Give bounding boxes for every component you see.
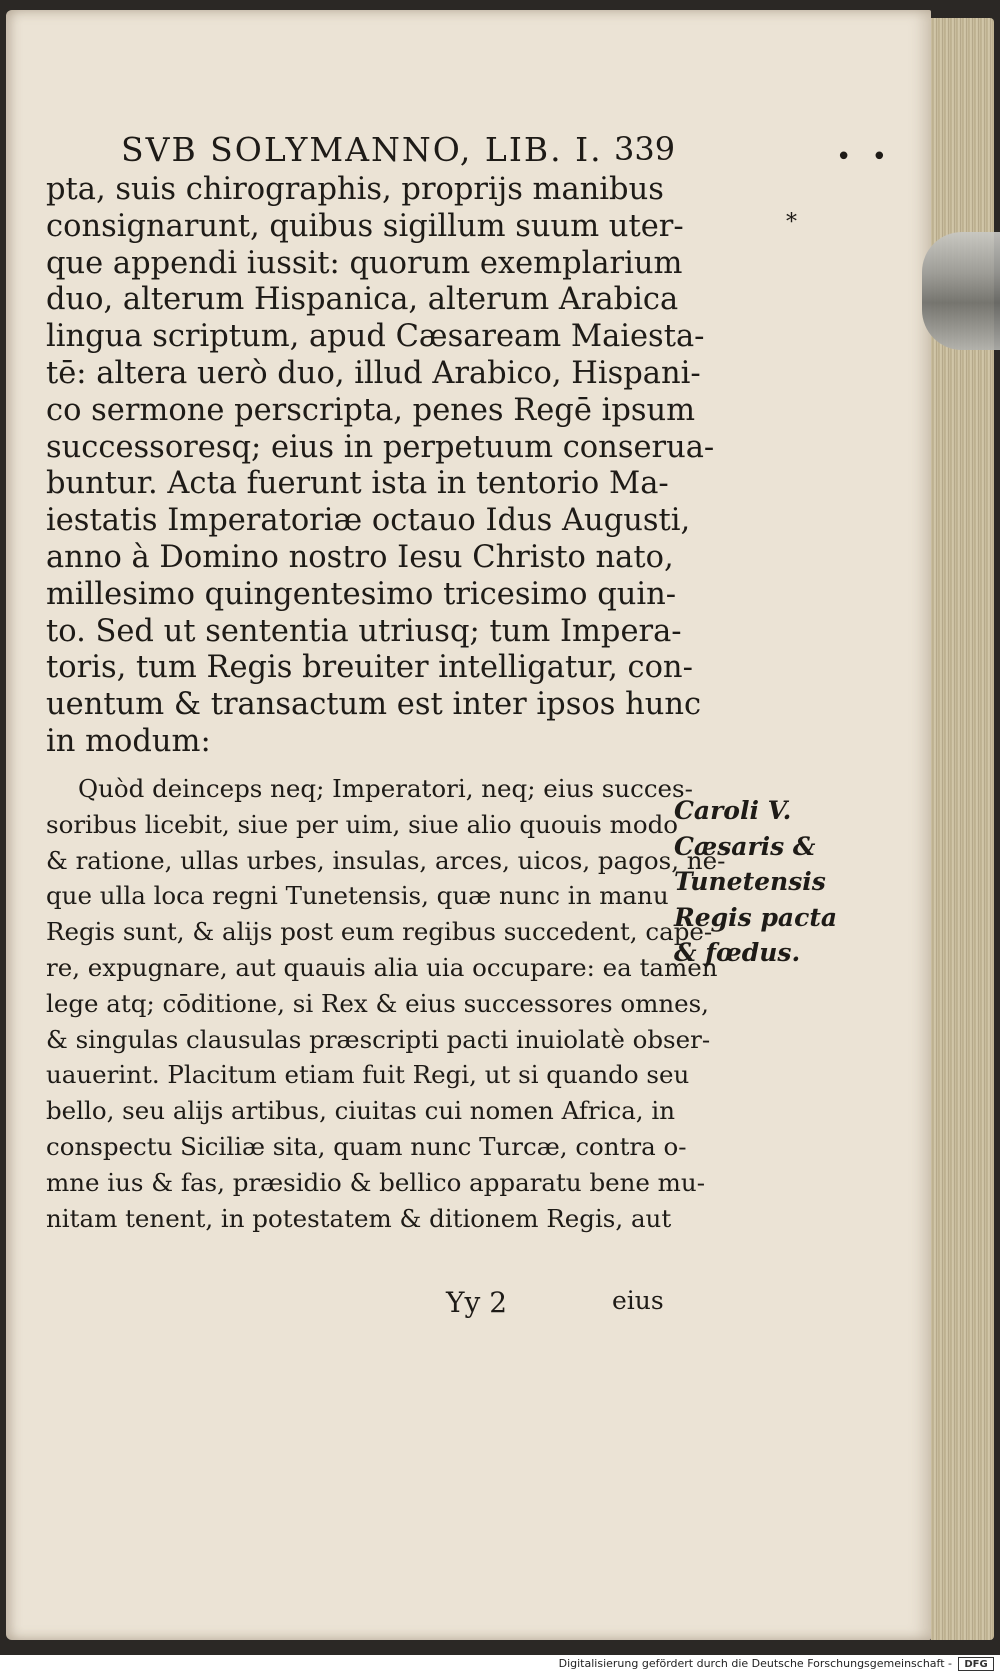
main-text-line: iestatis Imperatoriæ octauo Idus Augusti, [46,503,691,539]
decree-text-line: & singulas clausulas præscripti pacti inuiolatè obser- [46,1024,711,1054]
signature-mark: Yy 2 [446,1286,508,1319]
marginal-note-line: Tunetensis [674,867,826,896]
decree-text-line: que ulla loca regni Tunetensis, quæ nunc in manu [46,881,669,911]
main-text-line: uentum & transactum est inter ipsos hunc [46,687,702,723]
decree-text-line: soribus licebit, siue per uim, siue alio quouis modo [46,809,678,839]
catchword: eius [612,1286,664,1315]
footer-credit: Digitalisierung gefördert durch die Deutsche Forschungsgemeinschaft - [558,1657,952,1670]
decree-text-line: uauerint. Placitum etiam fuit Regi, ut si quando seu [46,1060,690,1090]
marginal-note-line: Cæsaris & [674,831,816,861]
marginal-note-line: Regis pacta [674,902,838,932]
dfg-logo: DFG [958,1657,994,1671]
main-text-line: anno à Domino nostro Iesu Christo nato, [46,540,674,575]
main-text-line: buntur. Acta fuerunt ista in tentorio Ma- [46,466,669,502]
main-text-line: toris, tum Regis breuiter intelligatur, con- [46,650,693,686]
book-clip [922,232,1000,350]
main-text-line: consignarunt, quibus sigillum suum uter- [46,208,684,244]
decree-text-line: Quòd deinceps neq; Imperatori, neq; eius succes- [78,774,693,803]
main-text-line: duo, alterum Hispanica, alterum Arabica [46,282,679,318]
page-number: 339 [614,130,676,168]
decree-text-line: mne ius & fas, præsidio & bellico apparatu bene mu- [46,1167,705,1197]
main-text-line: tē: altera uerò duo, illud Arabico, Hispani- [46,356,701,391]
main-text-line: millesimo quingentesimo tricesimo quin- [46,576,677,612]
marginal-note-line: Caroli V. [674,796,792,825]
decree-text-line: Regis sunt, & alijs post eum regibus succedent, cape- [46,917,713,947]
stray-mark: * [786,210,797,235]
decree-text-line: & ratione, ullas urbes, insulas, arces, uicos, pagos, ne- [46,845,726,875]
main-text-line: to. Sed ut sententia utriusq; tum Impera- [46,613,682,649]
book-page [6,10,931,1640]
main-text-line: que appendi iussit: quorum exemplarium [46,245,683,281]
main-text-line: lingua scriptum, apud Cæsaream Maiesta- [46,319,705,355]
decree-text-line: conspectu Siciliæ sita, quam nunc Turcæ, contra o- [46,1132,687,1161]
decree-text-line: nitam tenent, in potestatem & ditionem Regis, aut [46,1203,672,1233]
main-text-line: successoresq; eius in perpetuum conserua- [46,429,715,465]
main-text-line: co sermone perscripta, penes Regē ipsum [46,392,696,428]
marginal-note-line: & fœdus. [674,938,801,967]
corner-marks: • • [836,142,893,172]
main-text-line: pta, suis chirographis, proprijs manibus [46,172,664,207]
decree-text-line: bello, seu alijs artibus, ciuitas cui nomen Africa, in [46,1096,675,1126]
main-text-line: in modum: [46,724,211,759]
decree-text-line: re, expugnare, aut quauis alia uia occupare: ea tamen [46,953,718,982]
decree-text-line: lege atq; cōditione, si Rex & eius successores omnes, [46,988,709,1018]
running-head: SVB SOLYMANNO, LIB. I. [121,130,603,169]
